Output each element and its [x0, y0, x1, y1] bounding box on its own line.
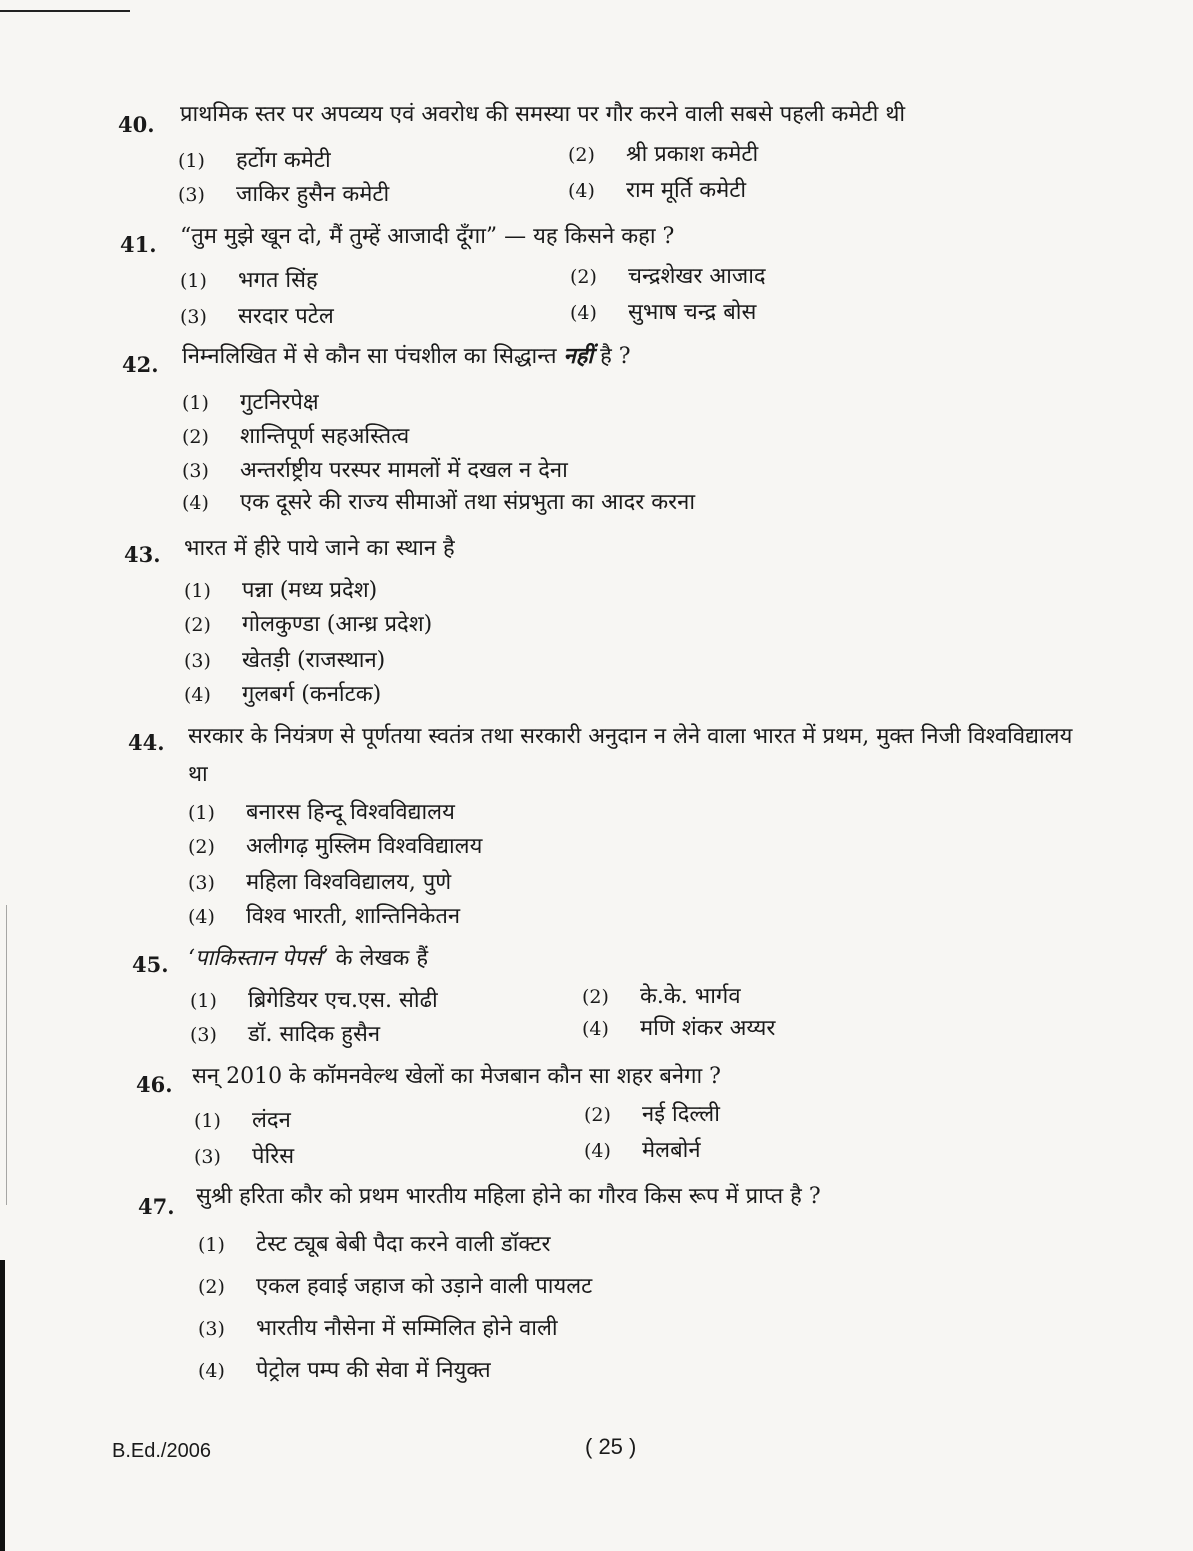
question-number: 43. [124, 542, 161, 567]
question-number: 45. [132, 952, 169, 977]
option-4: (4) एक दूसरे की राज्य सीमाओं तथा संप्रभुता का आदर करना [182, 490, 696, 515]
question-number: 46. [136, 1072, 173, 1097]
question-text: “तुम मुझे खून दो, मैं तुम्हें आजादी दूँगा” — यह किसने कहा ? [180, 224, 675, 249]
option-3: (3) डॉ. सादिक हुसैन [190, 1022, 381, 1047]
option-2: (2) शान्तिपूर्ण सहअस्तित्व [182, 424, 410, 449]
question-text: निम्नलिखित में से कौन सा पंचशील का सिद्धान्त नहीं है ? [182, 343, 631, 369]
option-2: (2) अलीगढ़ मुस्लिम विश्वविद्यालय [188, 834, 483, 859]
option-4: (4) मेलबोर्न [584, 1138, 701, 1163]
option-1: (1) हर्टोग कमेटी [178, 148, 331, 173]
scan-margin-line [6, 905, 7, 1205]
option-2: (2) के.के. भार्गव [582, 984, 741, 1009]
option-4: (4) गुलबर्ग (कर्नाटक) [184, 682, 382, 707]
question-text: सरकार के नियंत्रण से पूर्णतया स्वतंत्र तथा सरकारी अनुदान न लेने वाला भारत में प्रथम, मुक्त निजी विश्वविद्यालय था [188, 724, 1073, 787]
scan-edge-bar [0, 1260, 5, 1551]
option-1: (1) टेस्ट ट्यूब बेबी पैदा करने वाली डॉक्टर [198, 1232, 551, 1257]
option-4: (4) पेट्रोल पम्प की सेवा में नियुक्त [198, 1358, 491, 1383]
option-3: (3) खेतड़ी (राजस्थान) [184, 648, 386, 673]
option-1: (1) लंदन [194, 1108, 291, 1133]
question-number: 40. [118, 112, 155, 137]
option-1: (1) पन्ना (मध्य प्रदेश) [184, 578, 378, 603]
option-3: (3) महिला विश्वविद्यालय, पुणे [188, 870, 452, 895]
option-1: (1) गुटनिरपेक्ष [182, 390, 319, 415]
question-number: 47. [138, 1194, 175, 1219]
book-title: ‘पाकिस्तान पेपर्स’ [188, 946, 329, 971]
question-text: प्राथमिक स्तर पर अपव्यय एवं अवरोध की समस्या पर गौर करने वाली सबसे पहली कमेटी थी [180, 102, 906, 127]
option-4: (4) मणि शंकर अय्यर [582, 1016, 776, 1041]
question-number: 42. [122, 352, 159, 377]
top-rule [0, 10, 130, 12]
question-text: सुश्री हरिता कौर को प्रथम भारतीय महिला होने का गौरव किस रूप में प्राप्त है ? [196, 1184, 821, 1209]
exam-code: B.Ed./2006 [112, 1440, 211, 1462]
option-3: (3) अन्तर्राष्ट्रीय परस्पर मामलों में दखल न देना [182, 458, 568, 483]
option-3: (3) सरदार पटेल [180, 304, 334, 329]
option-2: (2) नई दिल्ली [584, 1102, 720, 1127]
option-2: (2) गोलकुण्डा (आन्ध्र प्रदेश) [184, 612, 433, 637]
option-1: (1) ब्रिगेडियर एच.एस. सोढी [190, 988, 438, 1013]
option-4: (4) सुभाष चन्द्र बोस [570, 300, 757, 325]
question-number: 41. [120, 232, 157, 257]
question-text: सन् 2010 के कॉमनवेल्थ खेलों का मेजबान कौन सा शहर बनेगा ? [192, 1064, 721, 1089]
page-number: ( 25 ) [585, 1434, 637, 1459]
question-number: 44. [128, 730, 165, 755]
option-4: (4) राम मूर्ति कमेटी [568, 178, 747, 203]
question-text: ‘पाकिस्तान पेपर्स’ के लेखक हैं [188, 946, 429, 971]
option-4: (4) विश्व भारती, शान्तिनिकेतन [188, 904, 461, 929]
option-2: (2) एकल हवाई जहाज को उड़ाने वाली पायलट [198, 1274, 593, 1299]
option-2: (2) श्री प्रकाश कमेटी [568, 142, 759, 167]
option-1: (1) बनारस हिन्दू विश्वविद्यालय [188, 800, 455, 825]
question-text: भारत में हीरे पाये जाने का स्थान है [184, 536, 455, 561]
option-3: (3) पेरिस [194, 1144, 295, 1169]
option-2: (2) चन्द्रशेखर आजाद [570, 264, 766, 289]
option-3: (3) जाकिर हुसैन कमेटी [178, 182, 390, 207]
option-1: (1) भगत सिंह [180, 268, 318, 293]
emphasis-word: नहीं [563, 343, 594, 369]
option-3: (3) भारतीय नौसेना में सम्मिलित होने वाली [198, 1316, 558, 1341]
